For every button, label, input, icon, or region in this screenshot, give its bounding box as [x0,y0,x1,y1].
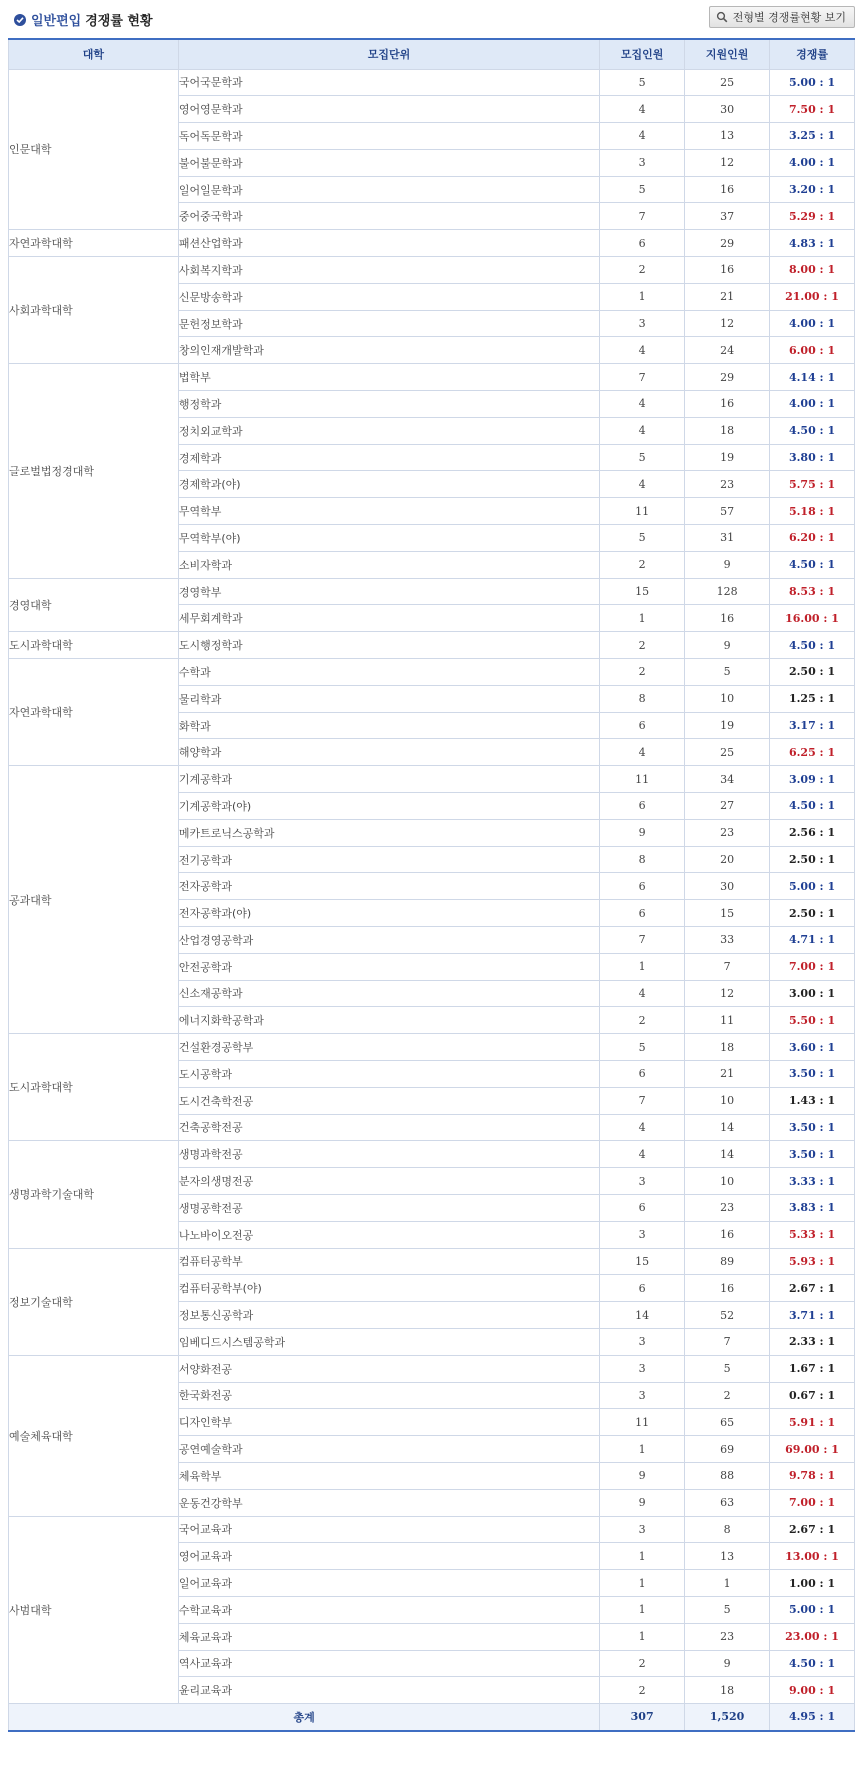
dept-cell: 문헌정보학과 [178,310,599,337]
ratio-cell: 3.83 : 1 [770,1194,855,1221]
total-label: 총계 [9,1704,600,1731]
ratio-cell: 1.00 : 1 [770,1570,855,1597]
applicants-cell: 31 [685,525,770,552]
applicants-cell: 128 [685,578,770,605]
ratio-cell: 3.25 : 1 [770,123,855,150]
applicants-cell: 12 [685,149,770,176]
quota-cell: 2 [600,1007,685,1034]
ratio-cell: 4.00 : 1 [770,149,855,176]
ratio-cell: 4.50 : 1 [770,417,855,444]
dept-cell: 패션산업학과 [178,230,599,257]
applicants-cell: 52 [685,1302,770,1329]
dept-cell: 산업경영공학과 [178,927,599,954]
quota-cell: 8 [600,685,685,712]
ratio-cell: 3.00 : 1 [770,980,855,1007]
dept-cell: 경영학부 [178,578,599,605]
ratio-cell: 5.29 : 1 [770,203,855,230]
dept-cell: 행정학과 [178,391,599,418]
dept-cell: 에너지화학공학과 [178,1007,599,1034]
ratio-cell: 16.00 : 1 [770,605,855,632]
ratio-cell: 4.71 : 1 [770,927,855,954]
dept-cell: 무역학부(야) [178,525,599,552]
quota-cell: 1 [600,953,685,980]
applicants-cell: 8 [685,1516,770,1543]
dept-cell: 불어불문학과 [178,149,599,176]
ratio-cell: 8.53 : 1 [770,578,855,605]
applicants-cell: 23 [685,1623,770,1650]
applicants-cell: 16 [685,176,770,203]
dept-cell: 임베디드시스템공학과 [178,1328,599,1355]
table-row [9,1355,855,1382]
quota-cell: 6 [600,712,685,739]
column-header: 지원인원 [685,39,770,69]
quota-cell: 6 [600,1060,685,1087]
applicants-cell: 11 [685,1007,770,1034]
quota-cell: 2 [600,659,685,686]
dept-cell: 한국화전공 [178,1382,599,1409]
view-by-admission-type-button[interactable] [709,6,855,28]
quota-cell: 3 [600,1516,685,1543]
applicants-cell: 21 [685,283,770,310]
dept-cell: 컴퓨터공학부(야) [178,1275,599,1302]
quota-cell: 1 [600,605,685,632]
applicants-cell: 9 [685,1650,770,1677]
quota-cell: 5 [600,444,685,471]
ratio-cell: 1.43 : 1 [770,1087,855,1114]
applicants-cell: 16 [685,1275,770,1302]
dept-cell: 영어교육과 [178,1543,599,1570]
ratio-cell: 5.93 : 1 [770,1248,855,1275]
quota-cell: 3 [600,1221,685,1248]
ratio-cell: 3.60 : 1 [770,1034,855,1061]
quota-cell: 5 [600,525,685,552]
quota-cell: 4 [600,980,685,1007]
column-header: 대학 [9,39,179,69]
dept-cell: 디자인학부 [178,1409,599,1436]
ratio-cell: 7.00 : 1 [770,1489,855,1516]
quota-cell: 4 [600,337,685,364]
ratio-cell: 3.09 : 1 [770,766,855,793]
applicants-cell: 23 [685,1194,770,1221]
dept-cell: 전자공학과 [178,873,599,900]
table-row [9,1141,855,1168]
applicants-cell: 30 [685,873,770,900]
college-cell: 도시과학대학 [9,1034,179,1141]
dept-cell: 분자의생명전공 [178,1168,599,1195]
quota-cell: 11 [600,766,685,793]
dept-cell: 서양화전공 [178,1355,599,1382]
ratio-cell: 9.00 : 1 [770,1677,855,1704]
applicants-cell: 13 [685,123,770,150]
ratio-cell: 21.00 : 1 [770,283,855,310]
view-button-label: 전형별 경쟁률현황 보기 [732,11,846,24]
dept-cell: 중어중국학과 [178,203,599,230]
ratio-cell: 4.50 : 1 [770,1650,855,1677]
table-row [9,766,855,793]
dept-cell: 경제학과 [178,444,599,471]
applicants-cell: 10 [685,1168,770,1195]
dept-cell: 정치외교학과 [178,417,599,444]
quota-cell: 2 [600,551,685,578]
ratio-cell: 5.91 : 1 [770,1409,855,1436]
ratio-cell: 3.50 : 1 [770,1060,855,1087]
applicants-cell: 14 [685,1114,770,1141]
quota-cell: 6 [600,1275,685,1302]
college-cell: 도시과학대학 [9,632,179,659]
quota-cell: 6 [600,1194,685,1221]
competition-rate-table [8,38,855,1732]
ratio-cell: 4.50 : 1 [770,632,855,659]
column-header: 모집인원 [600,39,685,69]
quota-cell: 1 [600,1436,685,1463]
ratio-cell: 4.83 : 1 [770,230,855,257]
dept-cell: 건축공학전공 [178,1114,599,1141]
quota-cell: 3 [600,1382,685,1409]
quota-cell: 9 [600,1462,685,1489]
dept-cell: 국어교육과 [178,1516,599,1543]
dept-cell: 무역학부 [178,498,599,525]
applicants-cell: 33 [685,927,770,954]
ratio-cell: 1.67 : 1 [770,1355,855,1382]
dept-cell: 메카트로닉스공학과 [178,819,599,846]
applicants-cell: 27 [685,793,770,820]
quota-cell: 5 [600,1034,685,1061]
ratio-cell: 3.33 : 1 [770,1168,855,1195]
dept-cell: 수학과 [178,659,599,686]
applicants-cell: 5 [685,659,770,686]
total-quota: 307 [600,1704,685,1731]
ratio-cell: 5.50 : 1 [770,1007,855,1034]
quota-cell: 6 [600,793,685,820]
dept-cell: 컴퓨터공학부 [178,1248,599,1275]
applicants-cell: 24 [685,337,770,364]
table-row [9,364,855,391]
applicants-cell: 18 [685,417,770,444]
applicants-cell: 34 [685,766,770,793]
quota-cell: 1 [600,1570,685,1597]
title-accent: 일반편입 [31,14,82,29]
dept-cell: 신문방송학과 [178,283,599,310]
ratio-cell: 0.67 : 1 [770,1382,855,1409]
ratio-cell: 3.20 : 1 [770,176,855,203]
dept-cell: 수학교육과 [178,1596,599,1623]
dept-cell: 역사교육과 [178,1650,599,1677]
dept-cell: 전자공학과(야) [178,900,599,927]
quota-cell: 7 [600,927,685,954]
applicants-cell: 25 [685,739,770,766]
ratio-cell: 23.00 : 1 [770,1623,855,1650]
college-cell: 자연과학대학 [9,659,179,766]
ratio-cell: 2.50 : 1 [770,659,855,686]
dept-cell: 일어일문학과 [178,176,599,203]
dept-cell: 해양학과 [178,739,599,766]
page [8,0,863,1732]
dept-cell: 화학과 [178,712,599,739]
applicants-cell: 89 [685,1248,770,1275]
dept-cell: 창의인재개발학과 [178,337,599,364]
applicants-cell: 69 [685,1436,770,1463]
dept-cell: 나노바이오전공 [178,1221,599,1248]
quota-cell: 1 [600,283,685,310]
dept-cell: 세무회계학과 [178,605,599,632]
ratio-cell: 8.00 : 1 [770,257,855,284]
dept-cell: 국어국문학과 [178,69,599,96]
quota-cell: 2 [600,257,685,284]
dept-cell: 체육학부 [178,1462,599,1489]
total-ratio: 4.95 : 1 [770,1704,855,1731]
applicants-cell: 10 [685,685,770,712]
college-cell: 사범대학 [9,1516,179,1704]
college-cell: 정보기술대학 [9,1248,179,1355]
quota-cell: 3 [600,149,685,176]
applicants-cell: 7 [685,1328,770,1355]
quota-cell: 3 [600,1355,685,1382]
applicants-cell: 14 [685,1141,770,1168]
ratio-cell: 4.50 : 1 [770,793,855,820]
quota-cell: 4 [600,96,685,123]
dept-cell: 도시건축학전공 [178,1087,599,1114]
applicants-cell: 23 [685,471,770,498]
dept-cell: 물리학과 [178,685,599,712]
college-cell: 글로벌법정경대학 [9,364,179,578]
college-cell: 공과대학 [9,766,179,1034]
ratio-cell: 3.71 : 1 [770,1302,855,1329]
ratio-cell: 4.50 : 1 [770,551,855,578]
applicants-cell: 37 [685,203,770,230]
dept-cell: 전기공학과 [178,846,599,873]
applicants-cell: 16 [685,605,770,632]
quota-cell: 1 [600,1543,685,1570]
ratio-cell: 5.18 : 1 [770,498,855,525]
ratio-cell: 7.00 : 1 [770,953,855,980]
dept-cell: 소비자학과 [178,551,599,578]
ratio-cell: 69.00 : 1 [770,1436,855,1463]
quota-cell: 4 [600,739,685,766]
ratio-cell: 9.78 : 1 [770,1462,855,1489]
ratio-cell: 2.56 : 1 [770,819,855,846]
quota-cell: 4 [600,123,685,150]
table-row [9,659,855,686]
dept-cell: 건설환경공학부 [178,1034,599,1061]
ratio-cell: 5.00 : 1 [770,1596,855,1623]
title-text: 경쟁률 현황 [85,14,153,29]
check-circle-icon [14,14,26,26]
quota-cell: 4 [600,417,685,444]
quota-cell: 7 [600,364,685,391]
ratio-cell: 3.50 : 1 [770,1114,855,1141]
section-header [8,0,863,38]
applicants-cell: 16 [685,391,770,418]
college-cell: 경영대학 [9,578,179,632]
applicants-cell: 20 [685,846,770,873]
applicants-cell: 29 [685,230,770,257]
ratio-cell: 6.00 : 1 [770,337,855,364]
dept-cell: 도시공학과 [178,1060,599,1087]
college-cell: 사회과학대학 [9,257,179,364]
applicants-cell: 16 [685,257,770,284]
applicants-cell: 18 [685,1034,770,1061]
table-row [9,1248,855,1275]
quota-cell: 7 [600,203,685,230]
quota-cell: 5 [600,69,685,96]
quota-cell: 3 [600,310,685,337]
dept-cell: 윤리교육과 [178,1677,599,1704]
quota-cell: 4 [600,471,685,498]
quota-cell: 15 [600,578,685,605]
ratio-cell: 2.50 : 1 [770,846,855,873]
applicants-cell: 25 [685,69,770,96]
dept-cell: 생명과학전공 [178,1141,599,1168]
applicants-cell: 2 [685,1382,770,1409]
table-row [9,1034,855,1061]
table-row [9,257,855,284]
total-row [9,1704,855,1731]
quota-cell: 4 [600,391,685,418]
quota-cell: 8 [600,846,685,873]
dept-cell: 안전공학과 [178,953,599,980]
applicants-cell: 88 [685,1462,770,1489]
applicants-cell: 7 [685,953,770,980]
ratio-cell: 2.67 : 1 [770,1275,855,1302]
applicants-cell: 18 [685,1677,770,1704]
ratio-cell: 5.33 : 1 [770,1221,855,1248]
applicants-cell: 12 [685,980,770,1007]
dept-cell: 체육교육과 [178,1623,599,1650]
ratio-cell: 7.50 : 1 [770,96,855,123]
table-body [9,69,855,1731]
quota-cell: 6 [600,873,685,900]
section-title [14,10,153,29]
search-icon [716,11,728,23]
college-cell: 생명과학기술대학 [9,1141,179,1248]
dept-cell: 독어독문학과 [178,123,599,150]
ratio-cell: 5.75 : 1 [770,471,855,498]
applicants-cell: 13 [685,1543,770,1570]
quota-cell: 3 [600,1168,685,1195]
quota-cell: 2 [600,1677,685,1704]
dept-cell: 운동건강학부 [178,1489,599,1516]
applicants-cell: 9 [685,551,770,578]
dept-cell: 영어영문학과 [178,96,599,123]
ratio-cell: 4.00 : 1 [770,310,855,337]
quota-cell: 11 [600,498,685,525]
dept-cell: 신소재공학과 [178,980,599,1007]
dept-cell: 생명공학전공 [178,1194,599,1221]
total-applicants: 1,520 [685,1704,770,1731]
applicants-cell: 19 [685,444,770,471]
column-header: 경쟁률 [770,39,855,69]
dept-cell: 경제학과(야) [178,471,599,498]
ratio-cell: 4.00 : 1 [770,391,855,418]
applicants-cell: 57 [685,498,770,525]
table-row [9,230,855,257]
quota-cell: 7 [600,1087,685,1114]
quota-cell: 5 [600,176,685,203]
ratio-cell: 5.00 : 1 [770,873,855,900]
applicants-cell: 65 [685,1409,770,1436]
quota-cell: 6 [600,900,685,927]
table-header-row [9,39,855,69]
ratio-cell: 3.17 : 1 [770,712,855,739]
ratio-cell: 2.67 : 1 [770,1516,855,1543]
dept-cell: 기계공학과 [178,766,599,793]
ratio-cell: 6.20 : 1 [770,525,855,552]
ratio-cell: 13.00 : 1 [770,1543,855,1570]
quota-cell: 14 [600,1302,685,1329]
quota-cell: 6 [600,230,685,257]
dept-cell: 정보통신공학과 [178,1302,599,1329]
quota-cell: 2 [600,1650,685,1677]
quota-cell: 15 [600,1248,685,1275]
ratio-cell: 2.50 : 1 [770,900,855,927]
quota-cell: 1 [600,1596,685,1623]
table-row [9,1516,855,1543]
column-header: 모집단위 [178,39,599,69]
applicants-cell: 1 [685,1570,770,1597]
table-row [9,632,855,659]
dept-cell: 일어교육과 [178,1570,599,1597]
applicants-cell: 23 [685,819,770,846]
dept-cell: 법학부 [178,364,599,391]
ratio-cell: 1.25 : 1 [770,685,855,712]
quota-cell: 3 [600,1328,685,1355]
quota-cell: 11 [600,1409,685,1436]
table-row [9,69,855,96]
dept-cell: 공연예술학과 [178,1436,599,1463]
quota-cell: 4 [600,1114,685,1141]
ratio-cell: 6.25 : 1 [770,739,855,766]
applicants-cell: 16 [685,1221,770,1248]
dept-cell: 기계공학과(야) [178,793,599,820]
applicants-cell: 30 [685,96,770,123]
quota-cell: 4 [600,1141,685,1168]
table-row [9,578,855,605]
applicants-cell: 63 [685,1489,770,1516]
dept-cell: 사회복지학과 [178,257,599,284]
applicants-cell: 9 [685,632,770,659]
applicants-cell: 10 [685,1087,770,1114]
quota-cell: 9 [600,819,685,846]
applicants-cell: 5 [685,1596,770,1623]
applicants-cell: 29 [685,364,770,391]
dept-cell: 도시행정학과 [178,632,599,659]
college-cell: 자연과학대학 [9,230,179,257]
ratio-cell: 3.50 : 1 [770,1141,855,1168]
ratio-cell: 2.33 : 1 [770,1328,855,1355]
applicants-cell: 19 [685,712,770,739]
quota-cell: 2 [600,632,685,659]
ratio-cell: 3.80 : 1 [770,444,855,471]
applicants-cell: 15 [685,900,770,927]
ratio-cell: 4.14 : 1 [770,364,855,391]
applicants-cell: 21 [685,1060,770,1087]
quota-cell: 1 [600,1623,685,1650]
ratio-cell: 5.00 : 1 [770,69,855,96]
college-cell: 인문대학 [9,69,179,230]
quota-cell: 9 [600,1489,685,1516]
applicants-cell: 5 [685,1355,770,1382]
applicants-cell: 12 [685,310,770,337]
college-cell: 예술체육대학 [9,1355,179,1516]
